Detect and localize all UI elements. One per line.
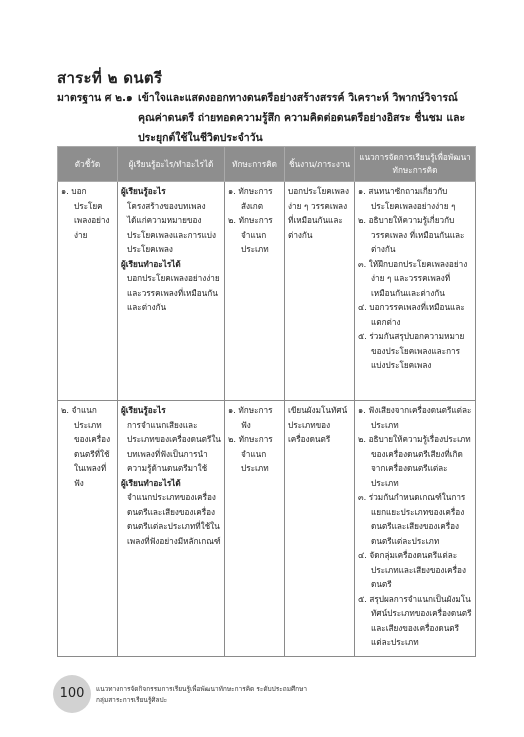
approach-item: ๔. บอกวรรคเพลงที่เหมือนและแตกต่าง (358, 302, 465, 327)
learn-heading: ผู้เรียนรู้อะไร (121, 405, 166, 415)
table-header-row (58, 147, 476, 182)
approach-item: ๕. ร่วมกันสรุปบอกความหมายของประโยคเพลงและการแบ่งประโยคเพลง (358, 331, 465, 370)
work-text: เขียนผังมโนทัศน์ประเภทของเครื่องดนตรี (288, 405, 348, 444)
page-title: สาระที่ ๒ ดนตรี (57, 69, 163, 87)
footer-text (96, 684, 426, 706)
indicator-cell (58, 182, 118, 401)
page-number-badge: 100 (53, 675, 91, 713)
do-heading: ผู้เรียนทำอะไรได้ (121, 477, 181, 488)
work-text: บอกประโยคเพลงง่าย ๆ วรรคเพลงที่เหมือนกันและต่างกัน (288, 186, 349, 240)
do-text: จำแนกประเภทของเครื่องดนตรีและเสียงของเครื่องดนตรีแต่ละประเภทที่ใช้ในเพลงที่ฟังอย่างมีหลักเกณฑ์ (127, 492, 221, 546)
learn-text: การจำแนกเสียงและประเภทของเครื่องดนตรีในบทเพลงที่ฟังเป็นการนำความรู้ด้านดนตรีมาใช้ (127, 419, 221, 473)
table-row (58, 401, 476, 657)
indicator-cell (58, 401, 118, 657)
approach-item: ๓. ร่วมกันกำหนดเกณฑ์ในการแยกแยะประเภทของเครื่องดนตรีและเสียงของเครื่องดนตรีแต่ละประเภท (358, 492, 466, 546)
approach-item: ๑. สนทนาซักถามเกี่ยวกับประโยคเพลงอย่างง่าย ๆ (358, 186, 456, 211)
skill-item: ๑. ทักษะการสังเกต (228, 186, 273, 211)
standard-code: มาตรฐาน ศ ๒.๑ (57, 92, 133, 104)
header-skills: ทักษะการคิด (225, 147, 285, 182)
do-heading: ผู้เรียนทำอะไรได้ (121, 258, 181, 269)
work-cell (285, 401, 355, 657)
footer-line-1: แนวทางการจัดกิจกรรมการเรียนรู้เพื่อพัฒนาทักษะการคิด ระดับประถมศึกษา (96, 685, 307, 693)
learn-cell (118, 401, 225, 657)
approach-item: ๒. อธิบายให้ความรู้เรื่องประเภทของเครื่องดนตรีเสียงที่เกิดจากเครื่องดนตรีแต่ละประเภท (358, 434, 471, 488)
standard-text: เข้าใจและแสดงออกทางดนตรีอย่างสร้างสรรค์ วิเคราะห์ วิพากษ์วิจารณ์ คุณค่าดนตรี ถ่ายทอดความรู้สึก ความคิดต่อดนตรีอย่างอิสระ ชื่นชม และประยุกต์ใช้ในชีวิตประจำวัน (138, 92, 466, 144)
learn-cell (118, 182, 225, 401)
skill-item: ๑. ทักษะการฟัง (228, 405, 273, 430)
learn-text: โครงสร้างของบทเพลงได้แก่ความหมายของประโยคเพลงและการแบ่งประโยคเพลง (127, 200, 216, 254)
work-cell (285, 182, 355, 401)
curriculum-table (57, 146, 476, 657)
approach-cell (355, 182, 476, 401)
approach-item: ๕. สรุปผลการจำแนกเป็นผังมโนทัศน์ประเภทของเครื่องดนตรีและเสียงของเครื่องดนตรีแต่ละประเภท (358, 593, 472, 647)
approach-cell (355, 401, 476, 657)
header-approach: แนวการจัดการเรียนรู้เพื่อพัฒนาทักษะการคิด (355, 147, 476, 182)
header-work: ชิ้นงาน/ภาระงาน (285, 147, 355, 182)
standard-block (57, 88, 475, 148)
indicator-text: ๑. บอกประโยคเพลงอย่างง่าย (61, 186, 110, 240)
do-text: บอกประโยคเพลงอย่างง่ายและวรรคเพลงที่เหมือนกันและต่างกัน (127, 273, 220, 312)
skill-item: ๒. ทักษะการจำแนกประเภท (228, 434, 273, 473)
skill-item: ๒. ทักษะการจำแนกประเภท (228, 215, 273, 254)
footer-line-2: กลุ่มสาระการเรียนรู้ศิลปะ (96, 696, 168, 704)
table-row (58, 182, 476, 401)
approach-item: ๓. ให้ฝึกบอกประโยคเพลงอย่างง่าย ๆ และวรรคเพลงที่เหมือนกันและต่างกัน (358, 258, 468, 298)
header-indicator: ตัวชี้วัด (58, 147, 118, 182)
approach-item: ๑. ฟังเสียงจากเครื่องดนตรีแต่ละประเภท (358, 405, 472, 430)
learn-heading: ผู้เรียนรู้อะไร (121, 186, 166, 196)
skills-cell (225, 401, 285, 657)
skills-cell (225, 182, 285, 401)
indicator-text: ๒. จำแนกประเภทของเครื่องดนตรีที่ใช้ในเพลงที่ฟัง (61, 405, 111, 488)
header-learn: ผู้เรียนรู้อะไร/ทำอะไรได้ (118, 147, 225, 182)
approach-item: ๔. จัดกลุ่มเครื่องดนตรีแต่ละประเภทและเสียงของเครื่องดนตรี (358, 550, 466, 589)
approach-item: ๒. อธิบายให้ความรู้เกี่ยวกับวรรคเพลง ที่เหมือนกันและต่างกัน (358, 215, 465, 254)
